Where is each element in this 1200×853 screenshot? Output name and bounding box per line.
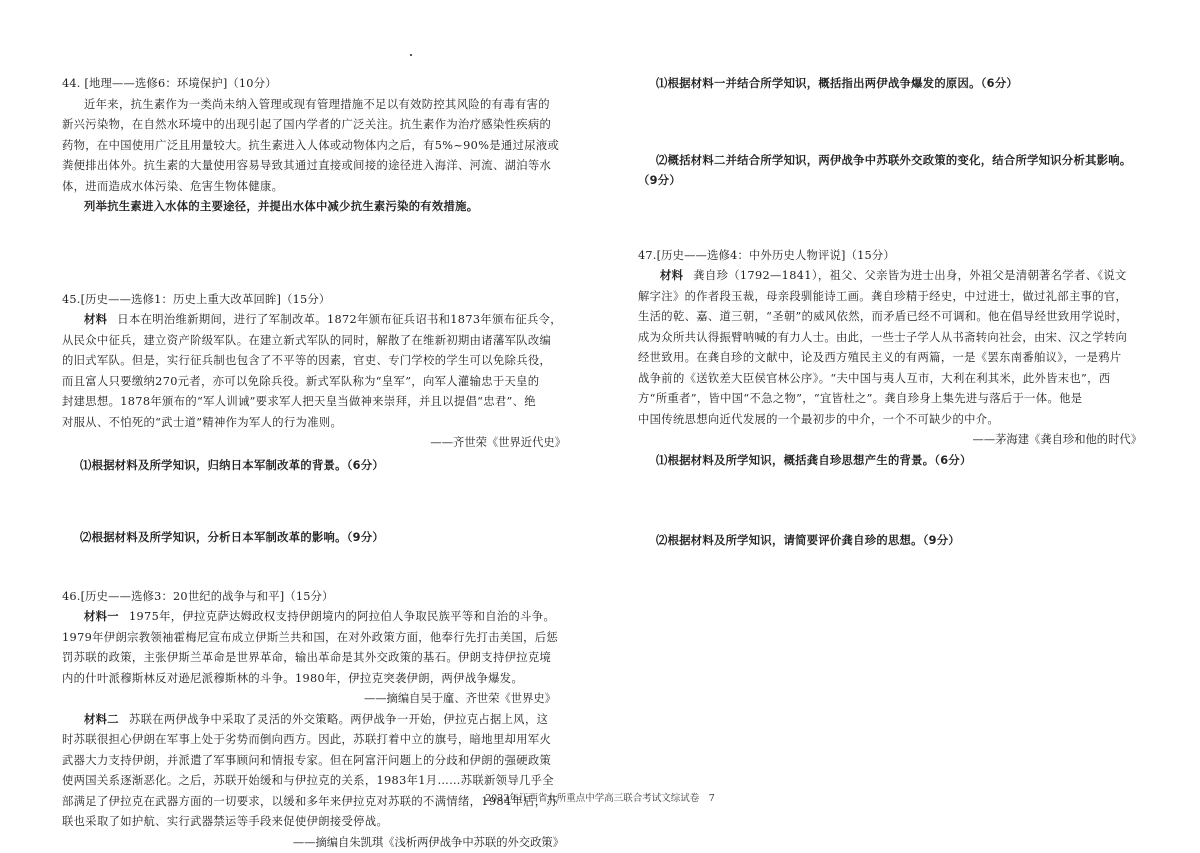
q44-heading: 44. [地理——选修6：环境保护]（10分）	[62, 74, 572, 95]
q46-m2-source: ——摘编自朱凯琪《浅析两伊战争中苏联的外交政策》	[62, 833, 572, 853]
q47-text-first: 龚自珍（1792—1841），祖父、父亲皆为进士出身，外祖父是清朝著名学者、《说文	[693, 269, 1126, 282]
right-column	[638, 74, 1146, 552]
q46-m1-line: 罚苏联的政策，主张伊斯兰革命是世界革命，输出革命是其外交政策的基石。伊朗支持伊拉克境	[62, 648, 572, 669]
q46-heading: 46.[历史——选修3：20世纪的战争与和平]（15分）	[62, 587, 572, 608]
q45-text-line: 对服从、不怕死的“武士道”精神作为军人的行为准则。	[62, 413, 572, 434]
q47-source: ——茅海建《龚自珍和他的时代》	[638, 430, 1146, 451]
q46-m2-line	[62, 710, 572, 731]
q45-section	[62, 290, 572, 549]
q45-text-line: 封建思想。1878年颁布的“军人训诫”要求军人把天皇当做神来崇拜，并且以提倡“忠君”、绝	[62, 392, 572, 413]
q44-text-line: 新兴污染物，在自然水环境中的出现引起了国内学者的广泛关注。抗生素作为治疗感染性疾病的	[62, 115, 572, 136]
q46-m2-first: 苏联在两伊战争中采取了灵活的外交策略。两伊战争一开始，伊拉克占据上风，这	[129, 713, 548, 726]
page-footer: 2023年江西省九所重点中学高三联合考试文综试卷 7	[0, 790, 1200, 804]
q44-text-line: 粪便排出体外。抗生素的大量使用容易导致其通过直接或间接的途径进入海洋、河流、湖泊等水	[62, 156, 572, 177]
q45-material-label: 材料	[84, 313, 107, 326]
q46-question-1: ⑴根据材料一并结合所学知识，概括指出两伊战争爆发的原因。（6分）	[638, 74, 1146, 95]
q47-text-line: 成为众所共认得振臂呐喊的有力人士。由此，一些士子学人从书斋转向社会，由宋、汉之学转向	[638, 328, 1146, 349]
q44-section	[62, 74, 572, 218]
q46-m2-line: 时苏联很担心伊朗在军事上处于劣势而倒向西方。因此，苏联打着中立的旗号，暗地里却用军火	[62, 730, 572, 751]
q47-heading: 47.[历史——选修4：中外历史人物评说]（15分）	[638, 246, 1146, 267]
q46-material-2-label: 材料二	[84, 713, 119, 726]
q45-text-line: 从民众中征兵，建立资产阶级军队。在建立新式军队的同时，解散了在维新初期由诸藩军队改编	[62, 331, 572, 352]
q46-question-2: ⑵概括材料二并结合所学知识，两伊战争中苏联外交政策的变化，结合所学知识分析其影响。	[638, 151, 1146, 172]
q45-question-1: ⑴根据材料及所学知识，归纳日本军制改革的背景。（6分）	[62, 456, 572, 477]
q46-m1-source: ——摘编自吴于廑、齐世荣《世界史》	[62, 689, 572, 710]
q47-text-line	[638, 266, 1146, 287]
q45-text-line: 而且富人只要缴纳270元者，亦可以免除兵役。新式军队称为“皇军”，向军人灌输忠于天皇的	[62, 372, 572, 393]
q44-question: 列举抗生素进入水体的主要途径，并提出水体中减少抗生素污染的有效措施。	[62, 197, 572, 218]
q47-text-line: 生活的乾、嘉、道三朝，“圣朝”的威风依然，而矛盾已经不可调和。他在倡导经世致用学说时，	[638, 307, 1146, 328]
left-column	[62, 74, 572, 853]
q47-section	[638, 246, 1146, 552]
q45-question-2: ⑵根据材料及所学知识，分析日本军制改革的影响。（9分）	[62, 528, 572, 549]
q47-text-line: 中国传统思想向近代发展的一个最初步的中介，一个不可缺少的中介。	[638, 410, 1146, 431]
q45-heading: 45.[历史——选修1：历史上重大改革回眸]（15分）	[62, 290, 572, 311]
q45-source: ——齐世荣《世界近代史》	[62, 433, 572, 454]
q45-text-line	[62, 310, 572, 331]
q47-text-line: 战争前的《送钦差大臣侯官林公序》。“夫中国与夷人互市，大利在利其米，此外皆末也”，西	[638, 369, 1146, 390]
q46-question-2-cont: （9分）	[638, 171, 1146, 192]
q46-m2-line: 使两国关系逐渐恶化。之后，苏联开始缓和与伊拉克的关系，1983年1月……苏联新领导几乎全	[62, 771, 572, 792]
q47-text-line: 解字注》的作者段玉裁，母亲段驯能诗工画。龚自珍精于经史，中过进士，做过礼部主事的官，	[638, 287, 1146, 308]
q45-text-line: 的旧式军队。但是，实行征兵制也包含了不平等的因素，官吏、专门学校的学生可以免除兵役，	[62, 351, 572, 372]
q46-m1-line: 内的什叶派穆斯林反对逊尼派穆斯林的斗争。1980年，伊拉克突袭伊朗，两伊战争爆发。	[62, 669, 572, 690]
q46-m1-line: 1979年伊朗宗教领袖霍梅尼宣布成立伊斯兰共和国，在对外政策方面，他奉行先打击美国，后惩	[62, 628, 572, 649]
q46-m2-line: 联也采取了如护航、实行武器禁运等手段来促使伊朗接受停战。	[62, 812, 572, 833]
q47-question-2: ⑵根据材料及所学知识，请简要评价龚自珍的思想。（9分）	[638, 531, 1146, 552]
q46-m2-line: 部满足了伊拉克在武器方面的一切要求，以缓和多年来伊拉克对苏联的不满情绪，1984年后，苏	[62, 792, 572, 813]
q47-text-line: 方“所重者”，皆中国“不急之物”，“宜皆杜之”。龚自珍身上集先进与落后于一体。他是	[638, 389, 1146, 410]
q44-text-line: 体，进而造成水体污染、危害生物体健康。	[62, 177, 572, 198]
q46-m1-first: 1975年，伊拉克萨达姆政权支持伊朗境内的阿拉伯人争取民族平等和自治的斗争。	[129, 610, 555, 623]
q47-material-label: 材料	[660, 269, 683, 282]
q46-section	[62, 587, 572, 853]
q47-text-line: 经世致用。在龚自珍的文献中，论及西方殖民主义的有两篇，一是《罢东南番舶议》，一是鸦片	[638, 348, 1146, 369]
q44-text-line: 药物，在中国使用广泛且用量较大。抗生素进入人体或动物体内之后，有5%~90%是通过尿液或	[62, 136, 572, 157]
q46-m1-line	[62, 607, 572, 628]
q44-text-line: 近年来，抗生素作为一类尚未纳入管理或现有管理措施不足以有效防控其风险的有毒有害的	[62, 95, 572, 116]
q45-text-first: 日本在明治维新期间，进行了军制改革。1872年颁布征兵诏书和1873年颁布征兵令，	[117, 313, 562, 326]
stray-dot	[410, 54, 412, 56]
q46-material-1-label: 材料一	[84, 610, 119, 623]
q47-question-1: ⑴根据材料及所学知识，概括龚自珍思想产生的背景。（6分）	[638, 451, 1146, 472]
q46-m2-line: 武器大力支持伊朗，并派遣了军事顾问和情报专家。但在阿富汗问题上的分歧和伊朗的强硬政策	[62, 751, 572, 772]
